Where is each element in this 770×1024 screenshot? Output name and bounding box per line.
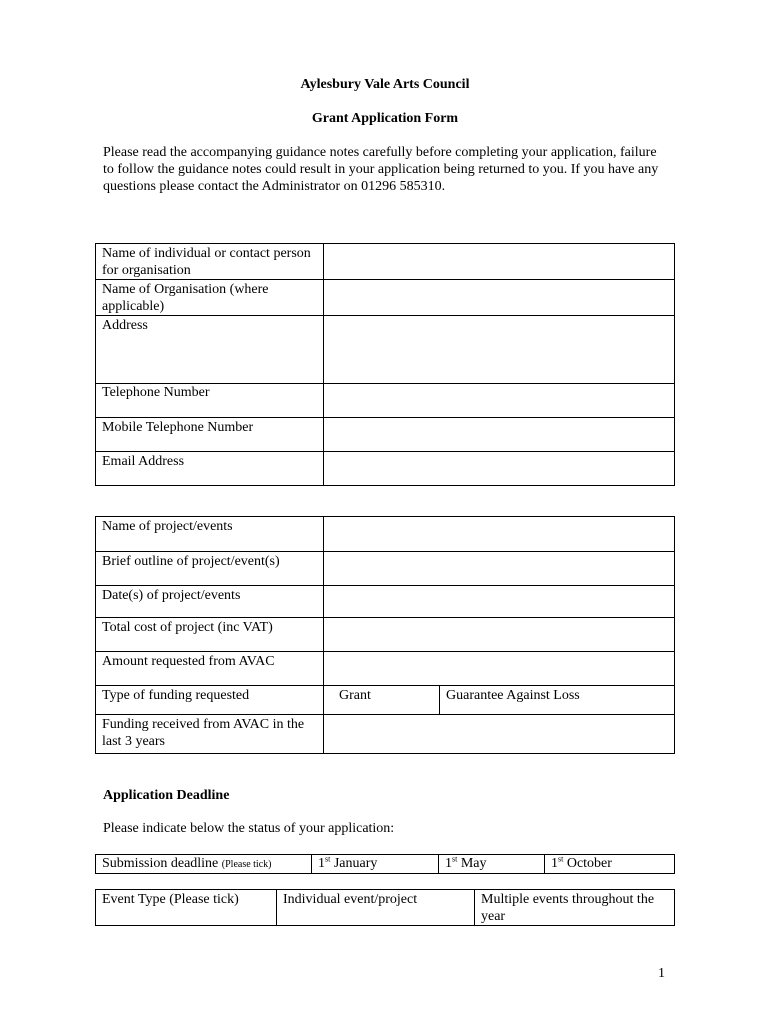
day-number: 1 xyxy=(318,856,325,871)
intro-paragraph: Please read the accompanying guidance notes carefully before completing your application, failure to follow the guidance notes could result in your application being returned to you. If you have any questions please contact the Administrator on 01296 585310. xyxy=(103,145,659,194)
deadline-option-october[interactable] xyxy=(545,855,675,874)
deadline-option-january[interactable] xyxy=(312,855,439,874)
field-label: Mobile Telephone Number xyxy=(96,418,324,452)
day-number: 1 xyxy=(445,856,452,871)
table-row xyxy=(96,452,675,486)
organisation-title: Aylesbury Vale Arts Council xyxy=(300,77,470,92)
table-row xyxy=(96,280,675,316)
form-title: Grant Application Form xyxy=(311,111,459,126)
field-label: Name of project/events xyxy=(96,517,324,552)
table-row xyxy=(96,686,675,715)
mobile-field[interactable] xyxy=(324,418,675,452)
project-details-table xyxy=(95,516,675,754)
field-label: Name of individual or contact person for organisation xyxy=(96,244,324,280)
field-label: Telephone Number xyxy=(96,384,324,418)
page-number: 1 xyxy=(658,966,665,981)
total-cost-field[interactable] xyxy=(324,618,675,652)
submission-deadline-table xyxy=(95,854,675,874)
field-label: Total cost of project (inc VAT) xyxy=(96,618,324,652)
table-row xyxy=(96,890,675,926)
field-label: Amount requested from AVAC xyxy=(96,652,324,686)
event-option-individual[interactable]: Individual event/project xyxy=(277,890,475,926)
submission-hint: (Please tick) xyxy=(221,859,272,870)
table-row xyxy=(96,517,675,552)
contact-details-table xyxy=(95,243,675,486)
field-label: Date(s) of project/events xyxy=(96,586,324,618)
month-name: October xyxy=(566,856,612,871)
funding-option-guarantee[interactable]: Guarantee Against Loss xyxy=(440,686,675,715)
table-row xyxy=(96,586,675,618)
project-dates-field[interactable] xyxy=(324,586,675,618)
table-row xyxy=(96,715,675,754)
table-row xyxy=(96,418,675,452)
field-label: Name of Organisation (where applicable) xyxy=(96,280,324,316)
table-row xyxy=(96,618,675,652)
submission-deadline-label xyxy=(96,855,312,874)
table-row xyxy=(96,652,675,686)
event-type-label: Event Type (Please tick) xyxy=(96,890,277,926)
amount-requested-field[interactable] xyxy=(324,652,675,686)
month-name: May xyxy=(460,856,487,871)
funding-option-grant[interactable]: Grant xyxy=(324,686,440,715)
field-label: Brief outline of project/event(s) xyxy=(96,552,324,586)
contact-name-field[interactable] xyxy=(324,244,675,280)
month-name: January xyxy=(333,856,378,871)
table-row xyxy=(96,244,675,280)
email-field[interactable] xyxy=(324,452,675,486)
address-field[interactable] xyxy=(324,316,675,384)
funding-received-field[interactable] xyxy=(324,715,675,754)
table-row xyxy=(96,316,675,384)
deadline-heading: Application Deadline xyxy=(103,788,230,803)
ordinal-suffix: st xyxy=(452,854,458,864)
table-row xyxy=(96,855,675,874)
field-label: Funding received from AVAC in the last 3 years xyxy=(96,715,324,754)
ordinal-suffix: st xyxy=(558,854,564,864)
organisation-name-field[interactable] xyxy=(324,280,675,316)
deadline-option-may[interactable] xyxy=(439,855,545,874)
field-label: Type of funding requested xyxy=(96,686,324,715)
field-label: Address xyxy=(96,316,324,384)
table-row xyxy=(96,384,675,418)
submission-label-text: Submission deadline xyxy=(102,856,219,871)
table-row xyxy=(96,552,675,586)
project-outline-field[interactable] xyxy=(324,552,675,586)
event-option-multiple[interactable]: Multiple events throughout the year xyxy=(475,890,675,926)
deadline-instruction: Please indicate below the status of your application: xyxy=(103,821,395,836)
field-label: Email Address xyxy=(96,452,324,486)
event-type-table xyxy=(95,889,675,926)
project-name-field[interactable] xyxy=(324,517,675,552)
ordinal-suffix: st xyxy=(325,854,331,864)
day-number: 1 xyxy=(551,856,558,871)
telephone-field[interactable] xyxy=(324,384,675,418)
